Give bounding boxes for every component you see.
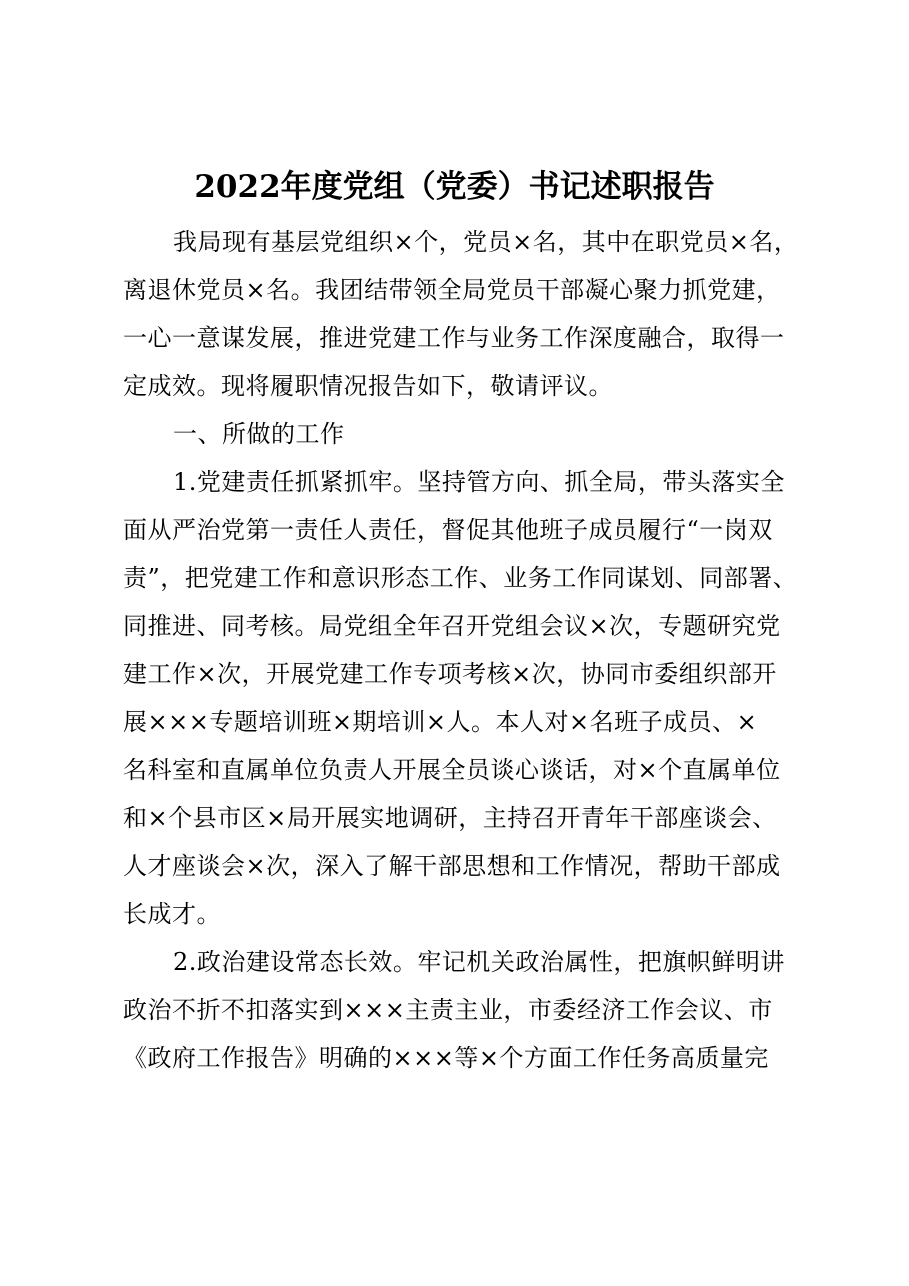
paragraph-line: 责”，把党建工作和意识形态工作、业务工作同谋划、同部署、 bbox=[123, 564, 798, 592]
paragraph-line: 建工作×次，开展党建工作专项考核×次，协同市委组织部开 bbox=[123, 660, 777, 688]
paragraph-line: 政治不折不扣落实到×××主责主业，市委经济工作会议、市 bbox=[123, 996, 773, 1024]
document-body bbox=[123, 218, 803, 1082]
paragraph-line: 一心一意谋发展，推进党建工作与业务工作深度融合，取得一 bbox=[123, 324, 785, 352]
paragraph-line: 同推进、同考核。局党组全年召开党组会议×次，专题研究党 bbox=[123, 612, 781, 640]
paragraph-line: 和×个县市区×局开展实地调研，主持召开青年干部座谈会、 bbox=[123, 804, 777, 832]
paragraph-line: 人才座谈会×次，深入了解干部思想和工作情况，帮助干部成 bbox=[123, 852, 781, 880]
paragraph-line: 定成效。现将履职情况报告如下，敬请评议。 bbox=[123, 372, 613, 400]
paragraph-line: 1.党建责任抓紧抓牢。坚持管方向、抓全局，带头落实全 bbox=[173, 468, 785, 496]
paragraph-line: 名科室和直属单位负责人开展全员谈心谈话，对×个直属单位 bbox=[123, 756, 781, 784]
paragraph-line: 2.政治建设常态长效。牢记机关政治属性，把旗帜鲜明讲 bbox=[173, 948, 785, 976]
paragraph-line: 展×××专题培训班×期培训×人。本人对×名班子成员、× bbox=[123, 708, 758, 736]
paragraph-line: 《政府工作报告》明确的×××等×个方面工作任务高质量完 bbox=[123, 1044, 769, 1072]
paragraph-line: 我局现有基层党组织×个，党员×名，其中在职党员×名， bbox=[173, 228, 799, 256]
document-title: 2022年度党组（党委）书记述职报告 bbox=[194, 169, 715, 205]
paragraph-line: 面从严治党第一责任人责任，督促其他班子成员履行“一岗双 bbox=[123, 516, 773, 544]
paragraph-line: 离退休党员×名。我团结带领全局党员干部凝心聚力抓党建， bbox=[123, 276, 781, 304]
section-heading: 一、所做的工作 bbox=[173, 420, 345, 448]
paragraph-line: 长成才。 bbox=[123, 900, 221, 928]
